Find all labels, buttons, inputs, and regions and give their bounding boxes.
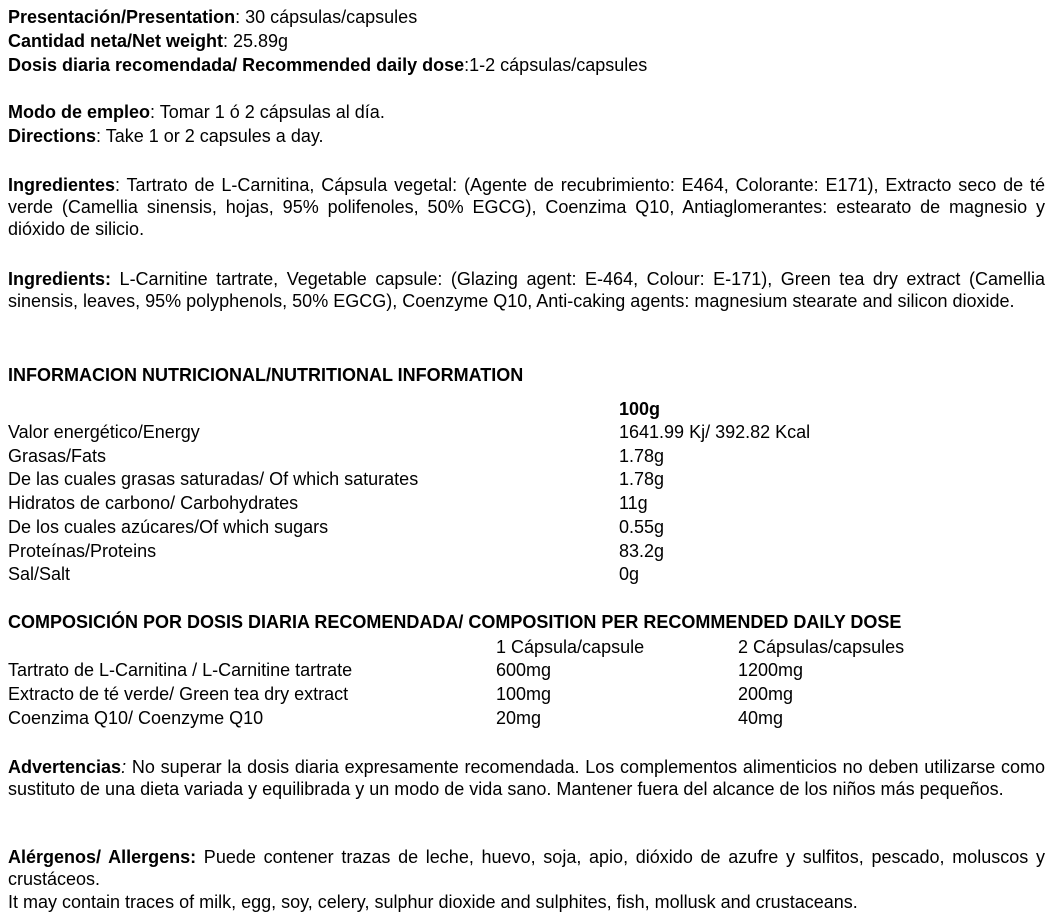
ingredients-en-text: L-Carnitine tartrate, Vegetable capsule: (Glazing agent: E-464, Colour: E-171), Green tea dry extract (Camellia sinensis, leaves, 95% polyphenols, 50% EGCG), Coenzyme Q10, Anti-caking agents: magnesium stearate and silicon dioxide.: [8, 269, 1045, 311]
directions-en-value: : Take 1 or 2 capsules a day.: [96, 126, 324, 146]
nutrition-row-value: 83.2g: [619, 541, 665, 561]
ingredients-es-text: : Tartrato de L-Carnitina, Cápsula vegetal: (Agente de recubrimiento: E464, Colorante: E171), Extracto seco de té verde (Camellia sinensis, hojas, 95% polifenoles, 50% EGCG), Coenzima Q10, Antiaglomerantes: estearato de magnesio y dióxido de silicio.: [8, 175, 1045, 239]
directions-en-line: [8, 125, 324, 147]
nutrition-title-text: INFORMACION NUTRICIONAL/NUTRITIONAL INFORMATION: [8, 365, 524, 385]
nutrition-row-value: 1641.99 Kj/ 392.82 Kcal: [619, 422, 811, 442]
allergens-en-line: [8, 891, 858, 913]
nutrition-column-header-text: 100g: [619, 399, 661, 419]
allergens-text-es: Puede contener trazas de leche, huevo, soja, apio, dióxido de azufre y sulfitos, pescado, moluscos y crustáceos.: [8, 847, 1045, 889]
nutrition-row-name: De los cuales azúcares/Of which sugars: [8, 517, 329, 537]
allergens-paragraph: [8, 846, 1045, 890]
ingredients-es-label: Ingredientes: [8, 175, 116, 195]
ingredients-en-label: Ingredients:: [8, 269, 112, 289]
allergens-label: Alérgenos/ Allergens:: [8, 847, 197, 867]
nutrition-row-value: 1.78g: [619, 469, 665, 489]
warnings-text: No superar la dosis diaria expresamente recomendada. Los complementos alimenticios no deben utilizarse como sustituto de una dieta variada y equilibrada y un modo de vida sano. Mantener fuera del alcance de los niños más pequeños.: [8, 757, 1045, 799]
composition-row-one-capsule: 100mg: [496, 684, 552, 704]
composition-row-name: Tartrato de L-Carnitina / L-Carnitine tartrate: [8, 660, 353, 680]
directions-es-line: [8, 101, 385, 123]
warnings-paragraph: [8, 756, 1045, 800]
composition-row-two-capsules: 40mg: [738, 708, 784, 728]
ingredients-en-paragraph: [8, 268, 1045, 312]
composition-row-name: Coenzima Q10/ Coenzyme Q10: [8, 708, 264, 728]
warnings-label: Advertencias: [8, 757, 122, 777]
nutrition-title: [8, 364, 523, 386]
directions-en-label: Directions: [8, 126, 97, 146]
daily-dose-value: :1-2 cápsulas/capsules: [464, 55, 648, 75]
net-weight-line: [8, 30, 288, 52]
composition-header-two: 2 Cápsulas/capsules: [738, 637, 905, 657]
net-weight-value: : 25.89g: [223, 31, 289, 51]
nutrition-row-name: De las cuales grasas saturadas/ Of which saturates: [8, 469, 419, 489]
nutrition-row-name: Valor energético/Energy: [8, 422, 200, 442]
composition-header-one: 1 Cápsula/capsule: [496, 637, 645, 657]
nutrition-row-value: 11g: [619, 493, 648, 513]
nutrition-row-name: Proteínas/Proteins: [8, 541, 157, 561]
nutrition-row-name: Sal/Salt: [8, 564, 71, 584]
composition-row-name: Extracto de té verde/ Green tea dry extract: [8, 684, 349, 704]
composition-row-one-capsule: 600mg: [496, 660, 552, 680]
nutrition-row-name: Hidratos de carbono/ Carbohydrates: [8, 493, 299, 513]
nutrition-row-name: Grasas/Fats: [8, 446, 107, 466]
composition-title-text: COMPOSICIÓN POR DOSIS DIARIA RECOMENDADA/ COMPOSITION PER RECOMMENDED DAILY DOSE: [8, 612, 902, 632]
nutrition-row-value: 1.78g: [619, 446, 665, 466]
nutrition-column-header: [619, 398, 660, 420]
composition-title: [8, 611, 901, 633]
directions-es-label: Modo de empleo: [8, 102, 151, 122]
ingredients-es-paragraph: [8, 174, 1045, 240]
presentation-value: : 30 cápsulas/capsules: [235, 7, 418, 27]
allergens-text-en: It may contain traces of milk, egg, soy, celery, sulphur dioxide and sulphites, fish, mollusk and crustaceans.: [8, 892, 858, 912]
daily-dose-line: [8, 54, 647, 76]
net-weight-label: Cantidad neta/Net weight: [8, 31, 224, 51]
directions-es-value: : Tomar 1 ó 2 cápsulas al día.: [150, 102, 385, 122]
presentation-line: [8, 6, 417, 28]
composition-row-two-capsules: 200mg: [738, 684, 794, 704]
presentation-label: Presentación/Presentation: [8, 7, 236, 27]
nutrition-row-value: 0g: [619, 564, 640, 584]
composition-row-one-capsule: 20mg: [496, 708, 542, 728]
daily-dose-label: Dosis diaria recomendada/ Recommended daily dose: [8, 55, 465, 75]
nutrition-row-value: 0.55g: [619, 517, 665, 537]
warnings-colon: :: [121, 757, 127, 777]
composition-row-two-capsules: 1200mg: [738, 660, 804, 680]
